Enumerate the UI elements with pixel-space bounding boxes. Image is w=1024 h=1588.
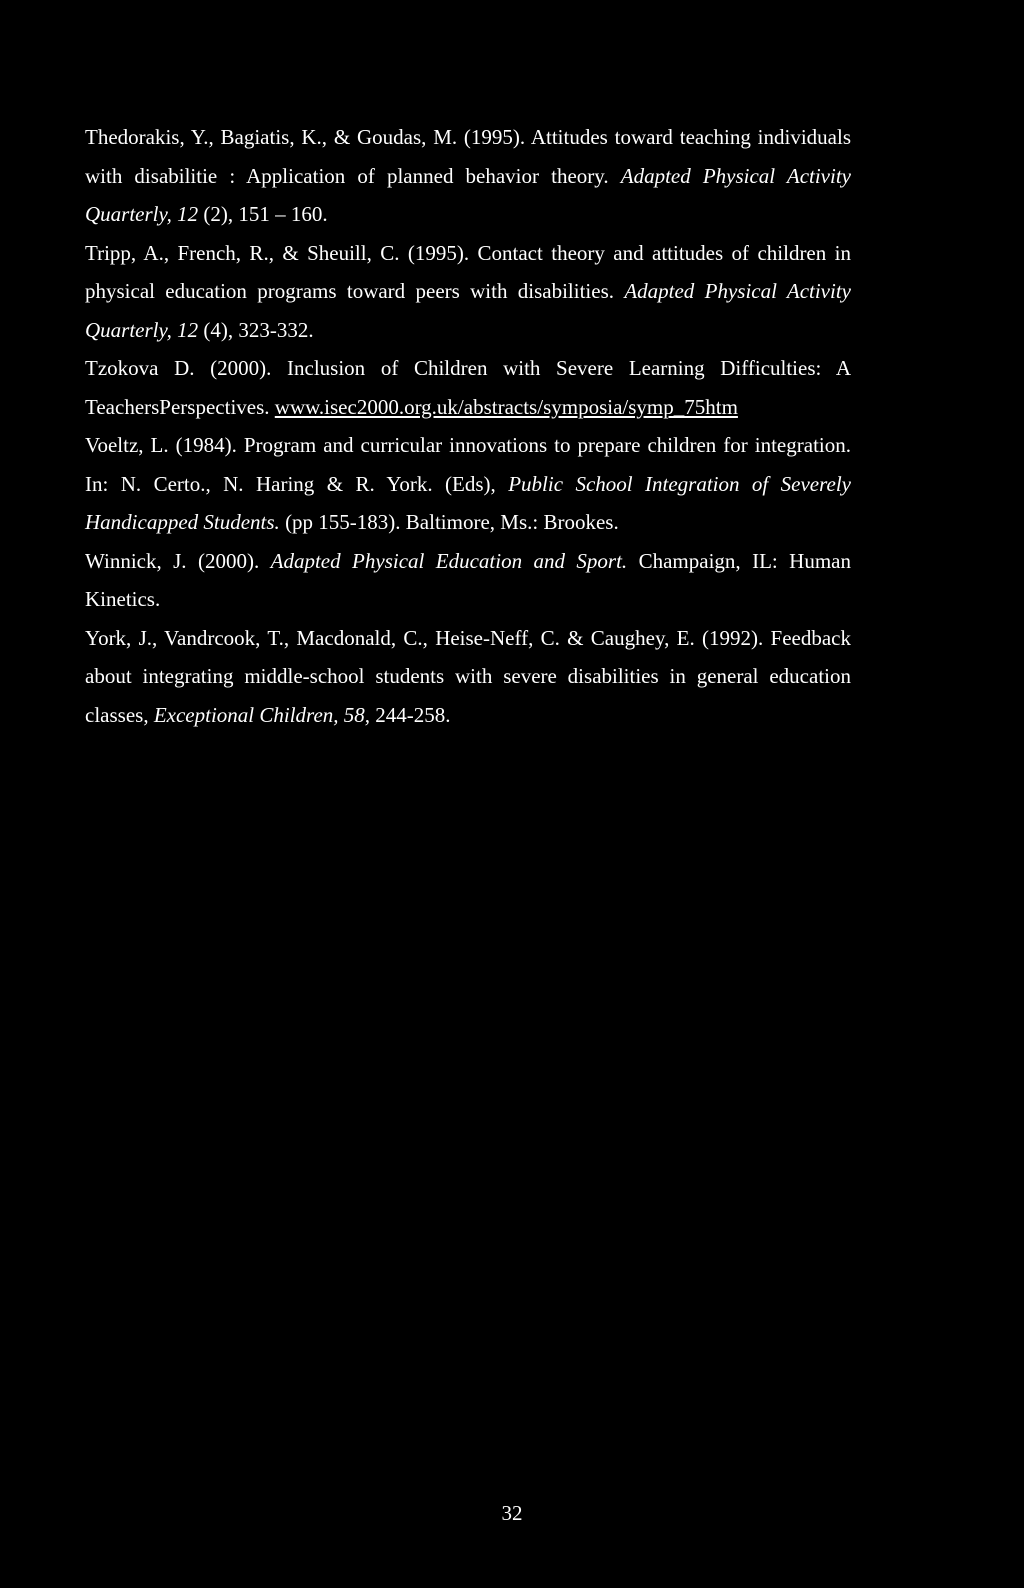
reference-text: Winnick, J. (2000). bbox=[85, 548, 271, 573]
journal-title: Exceptional Children, 58, bbox=[153, 702, 371, 727]
reference-entry bbox=[85, 118, 851, 234]
reference-text: (2), 151 – 160. bbox=[198, 202, 328, 226]
reference-link[interactable]: www.isec2000.org.uk/abstracts/symposia/symp_75htm bbox=[274, 394, 738, 419]
page-number: 32 bbox=[501, 1501, 523, 1525]
reference-entry bbox=[85, 619, 851, 735]
reference-text: Voeltz, L. (1984). Program and curricular innovations to prepare children for integration. In: N. Certo., N. Haring & R. York. (Eds), bbox=[85, 433, 851, 496]
reference-entry bbox=[85, 426, 851, 542]
reference-entry bbox=[85, 542, 851, 619]
reference-text: Tzokova D. (2000). Inclusion of Children with Severe Learning Difficulties: A TeachersPerspectives. bbox=[85, 356, 851, 419]
reference-text: Champaign, IL: Human Kinetics. bbox=[85, 548, 851, 611]
reference-text: (4), 323-332. bbox=[198, 317, 314, 342]
reference-text: York, J., Vandrcook, T., Macdonald, C., Heise-Neff, C. & Caughey, E. (1992). Feedback about integrating middle-school students with severe disabilities in general education classes, bbox=[85, 625, 851, 727]
journal-title: Adapted Physical Activity Quarterly, 12 bbox=[85, 163, 851, 226]
reference-list bbox=[85, 118, 851, 734]
book-title: Adapted Physical Education and Sport. bbox=[270, 548, 628, 573]
reference-text: 244-258. bbox=[370, 702, 451, 727]
reference-text: (pp 155-183). Baltimore, Ms.: Brookes. bbox=[279, 510, 619, 534]
journal-title: Adapted Physical Activity Quarterly, 12 bbox=[85, 279, 851, 342]
reference-entry bbox=[85, 349, 851, 426]
book-title: Public School Integration of Severely Handicapped Students. bbox=[85, 471, 852, 534]
reference-entry bbox=[85, 234, 851, 350]
reference-text: Thedorakis, Y., Bagiatis, K., & Goudas, M. (1995). Attitudes toward teaching individuals with disabilitie : Application of planned behavior theory. bbox=[85, 125, 851, 188]
reference-text: Tripp, A., French, R., & Sheuill, C. (1995). Contact theory and attitudes of children in physical education programs toward peers with disabilities. bbox=[85, 240, 851, 303]
